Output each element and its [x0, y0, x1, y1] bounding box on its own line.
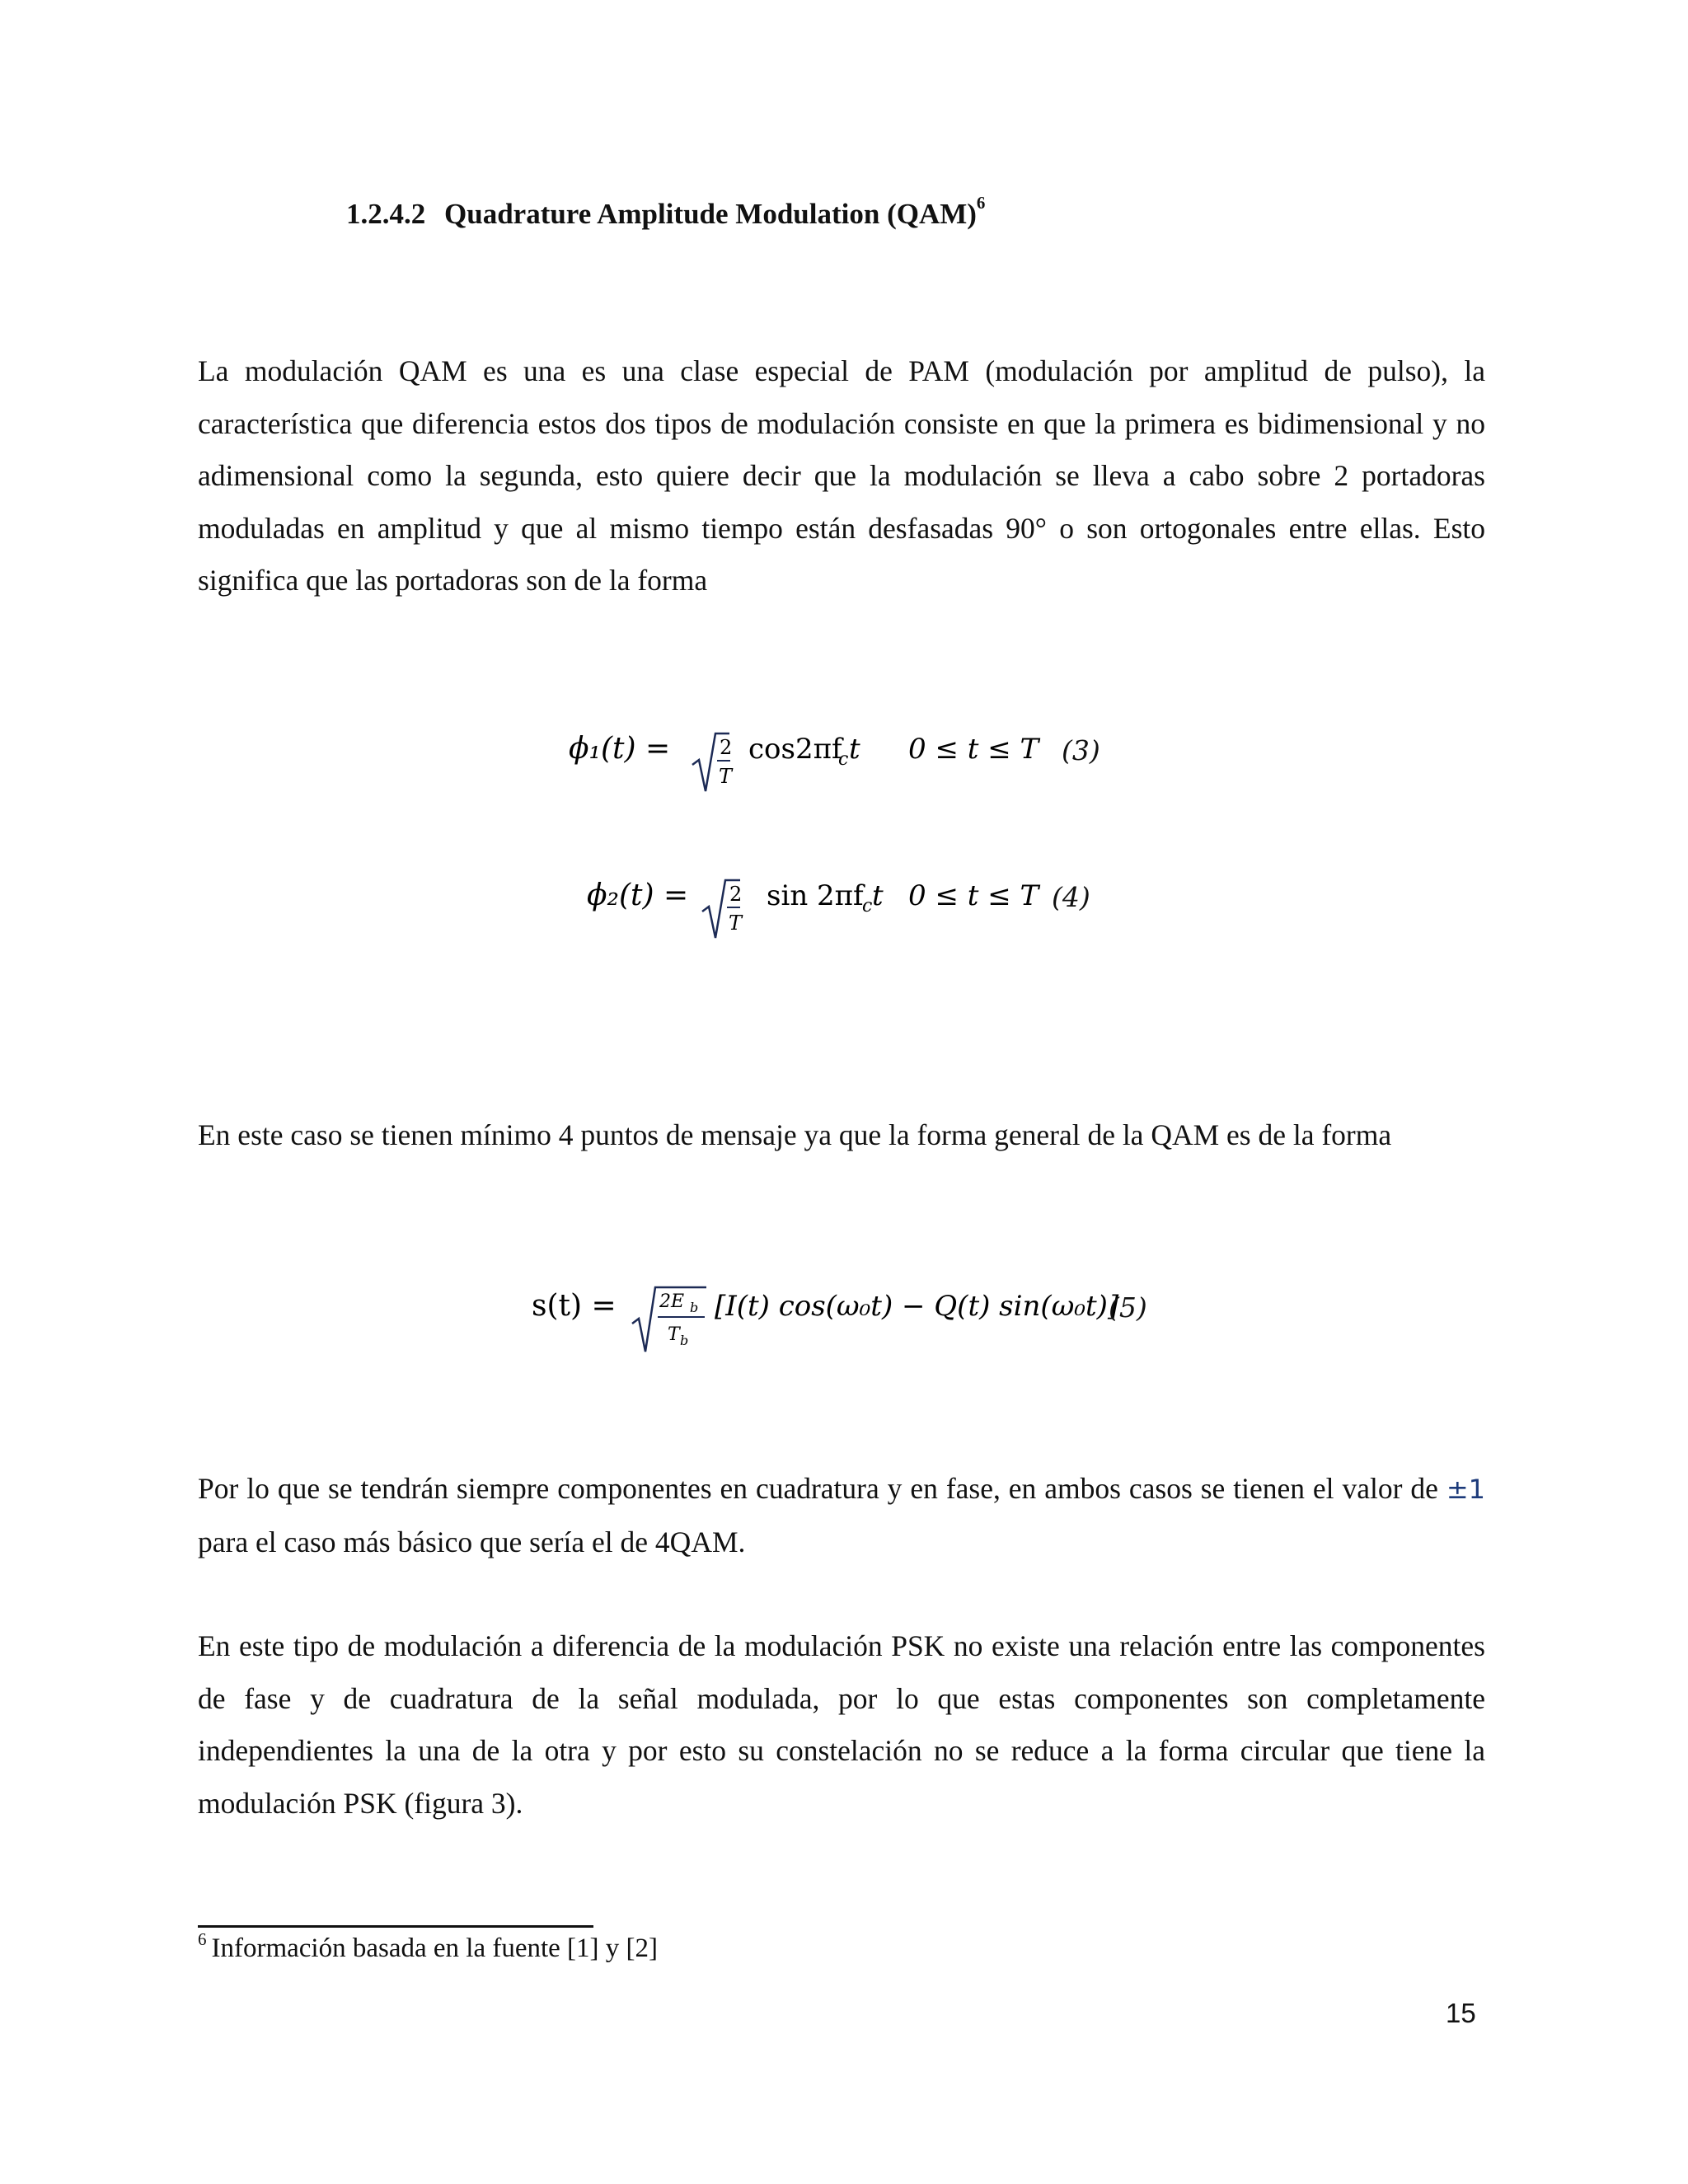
section-number: 1.2.4.2 — [346, 198, 426, 230]
equation-4-func: sin 2πf — [767, 879, 864, 912]
equation-5-frac-num-sub: b — [690, 1300, 699, 1315]
equation-5-number: (5) — [1109, 1291, 1147, 1324]
equation-4-sub: c — [862, 896, 873, 916]
paragraph-components-text-a: Por lo que se tendrán siempre componentes en cuadratura y en fase, en ambos casos se tienen el valor de — [198, 1472, 1438, 1505]
equation-5-frac-den: T — [668, 1324, 680, 1345]
footnote-reference: 6 — [976, 193, 986, 213]
equation-4 — [587, 864, 1106, 954]
section-heading — [346, 193, 986, 231]
equation-4-graphic — [587, 864, 1106, 954]
equation-3-frac-den: T — [719, 765, 733, 788]
equation-5-lhs: s(t) = — [532, 1289, 617, 1323]
paragraph-components — [198, 1463, 1485, 1568]
equation-4-number: (4) — [1052, 881, 1090, 913]
page-number: 15 — [1446, 1998, 1476, 2028]
equation-3-range: 0 ≤ t ≤ T — [908, 733, 1039, 766]
equation-4-lhs: ϕ₂(t) = — [587, 879, 689, 912]
paragraph-psk-comparison: En este tipo de modulación a diferencia de la modulación PSK no existe una relación entre las componentes de fase y de cuadratura de la señal modulada, por lo que estas componentes son completamente independientes la una de la otra y por esto su constelación no se reduce a la forma circular que tiene la modulación PSK (figura 3). — [198, 1629, 1485, 1820]
equation-5-body: [I(t) cos(ω₀t) − Q(t) sin(ω₀t)] — [715, 1290, 1119, 1323]
equation-3-var: t — [849, 733, 860, 766]
equation-4-var: t — [872, 879, 884, 912]
equation-4-range: 0 ≤ t ≤ T — [908, 879, 1039, 912]
equation-5-frac-num: 2E — [659, 1291, 685, 1312]
footnote — [198, 1929, 659, 1964]
equation-3-func: cos2πf — [748, 733, 842, 766]
equation-3-frac-num: 2 — [720, 736, 733, 759]
equation-5-graphic — [532, 1269, 1158, 1368]
paragraph-general-form: En este caso se tienen mínimo 4 puntos de mensaje ya que la forma general de la QAM es de la forma — [198, 1118, 1392, 1151]
footnote-text: Información basada en la fuente [1] y [2] — [211, 1933, 659, 1963]
equation-3-lhs: ϕ₁(t) = — [569, 732, 671, 766]
footnote-mark: 6 — [198, 1929, 207, 1949]
paragraph-intro: La modulación QAM es una es una clase especial de PAM (modulación por amplitud de pulso), la característica que diferencia estos dos tipos de modulación consiste en que la primera es bidimensional y no adimensional como la segunda, esto quiere decir que la modulación se lleva a cabo sobre 2 portadoras moduladas en amplitud y que al mismo tiempo están desfasadas 90° o son ortogonales entre ellas. Esto significa que las portadoras son de la forma — [198, 354, 1485, 597]
footnote-separator — [198, 1925, 593, 1928]
equation-4-frac-den: T — [729, 912, 743, 935]
equation-5-frac-den-sub: b — [680, 1333, 689, 1348]
equation-3 — [569, 717, 1113, 808]
plus-minus-one: ±1 — [1446, 1474, 1485, 1505]
equation-3-graphic — [569, 717, 1113, 808]
paragraph-components-text-b: para el caso más básico que sería el de 4QAM. — [198, 1525, 746, 1558]
equation-4-frac-num: 2 — [729, 883, 743, 906]
equation-5 — [532, 1269, 1158, 1368]
section-title: Quadrature Amplitude Modulation (QAM) — [444, 198, 977, 230]
equation-3-number: (3) — [1062, 734, 1100, 766]
equation-3-sub: c — [838, 749, 849, 770]
